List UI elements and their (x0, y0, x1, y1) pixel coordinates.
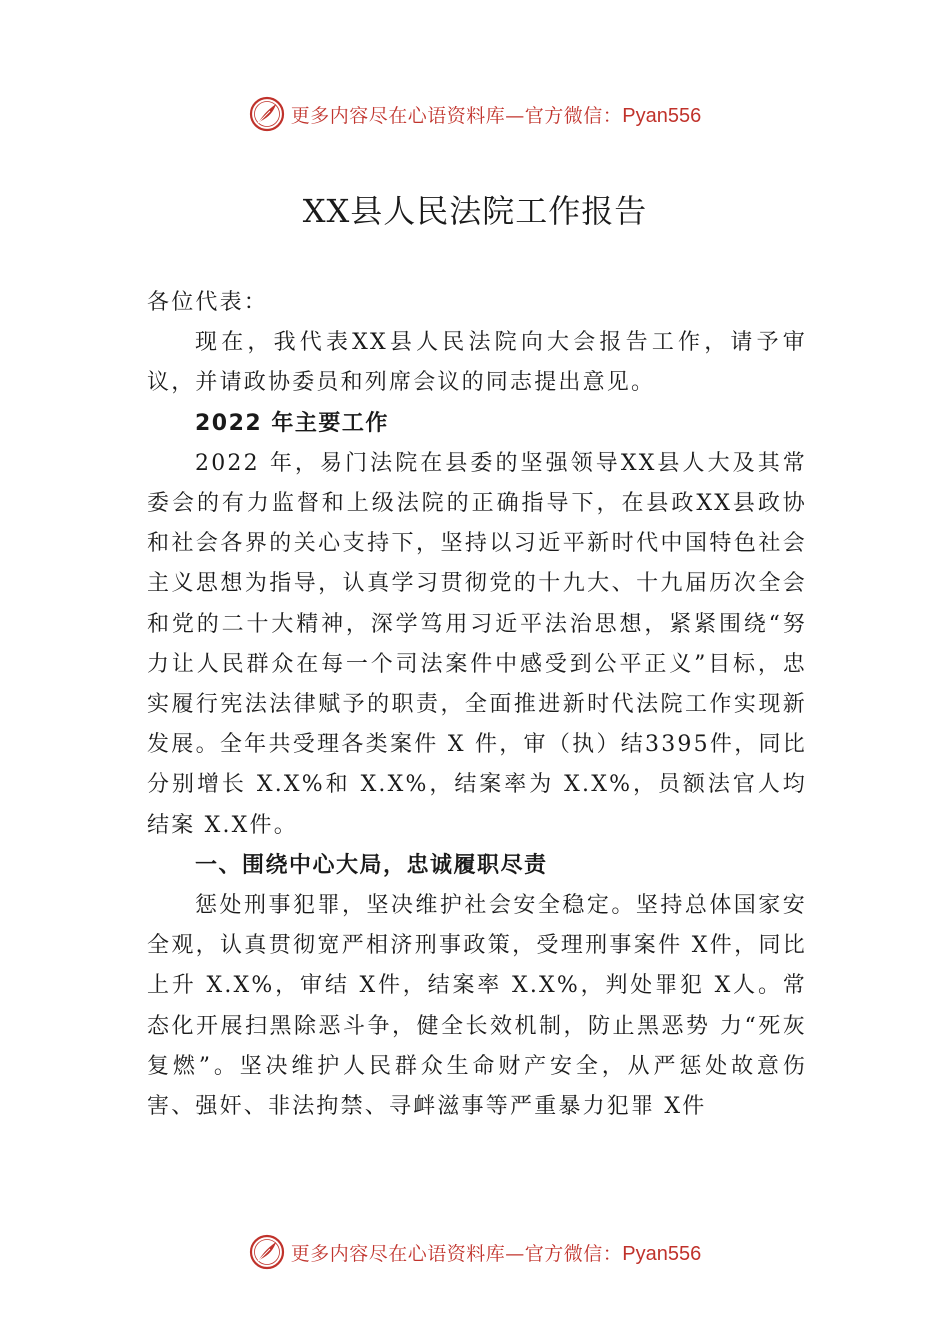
watermark-banner-bottom (0, 1232, 950, 1272)
document-body (147, 283, 807, 1127)
section-1-paragraph: 惩处刑事犯罪，坚决维护社会安全稳定。坚持总体国家安全观，认真贯彻宽严相济刑事政策，受理刑事案件 X件，同比上升 X.X%，审结 X件，结案率 X.X%，判处罪犯 X人。常态化开展扫黑除恶斗争，健全长效机制，防止黑恶势 力“死灰复燃”。坚决维护人民群众生命财产安全，从严惩处故意伤害、强奸、非法拘禁、寻衅滋事等严重暴力犯罪 X件 (147, 893, 807, 1120)
section-1-heading: 一、围绕中心大局，忠诚履职尽责 (195, 852, 548, 878)
feather-pen-logo-icon (249, 1234, 285, 1270)
section-2022-paragraph: 2022 年，易门法院在县委的坚强领导XX县人大及其常委会的有力监督和上级法院的正确指导下，在县政XX县政协和社会各界的关心支持下，坚持以习近平新时代中国特色社会主义思想为指导，认真学习贯彻党的十九大、十九届历次全会和党的二十大精神，深学笃用习近平法治思想，紧紧围绕“努力让人民群众在每一个司法案件中感受到公平正义”目标，忠实履行宪法法律赋予的职责，全面推进新时代法院工作实现新发展。全年共受理各类案件 X 件，审（执）结3395件，同比分别增长 X.X%和 X.X%，结案率为 X.X%，员额法官人均结案 X.X件。 (147, 450, 807, 838)
watermark-text (291, 1239, 701, 1266)
watermark-banner-top (0, 94, 950, 134)
feather-pen-logo-icon (249, 96, 285, 132)
watermark-label: 更多内容尽在心语资料库—官方微信： (290, 104, 623, 127)
section-2022-heading: 2022 年主要工作 (195, 410, 389, 436)
watermark-label: 更多内容尽在心语资料库—官方微信： (290, 1242, 623, 1265)
wechat-id: Pyan556 (622, 1242, 702, 1265)
intro-paragraph: 现在，我代表XX县人民法院向大会报告工作，请予审议，并请政协委员和列席会议的同志提出意见。 (147, 330, 807, 396)
salutation: 各位代表： (147, 290, 269, 315)
watermark-text (291, 101, 701, 128)
document-title: XX县人民法院工作报告 (302, 192, 648, 230)
wechat-id: Pyan556 (622, 104, 702, 127)
